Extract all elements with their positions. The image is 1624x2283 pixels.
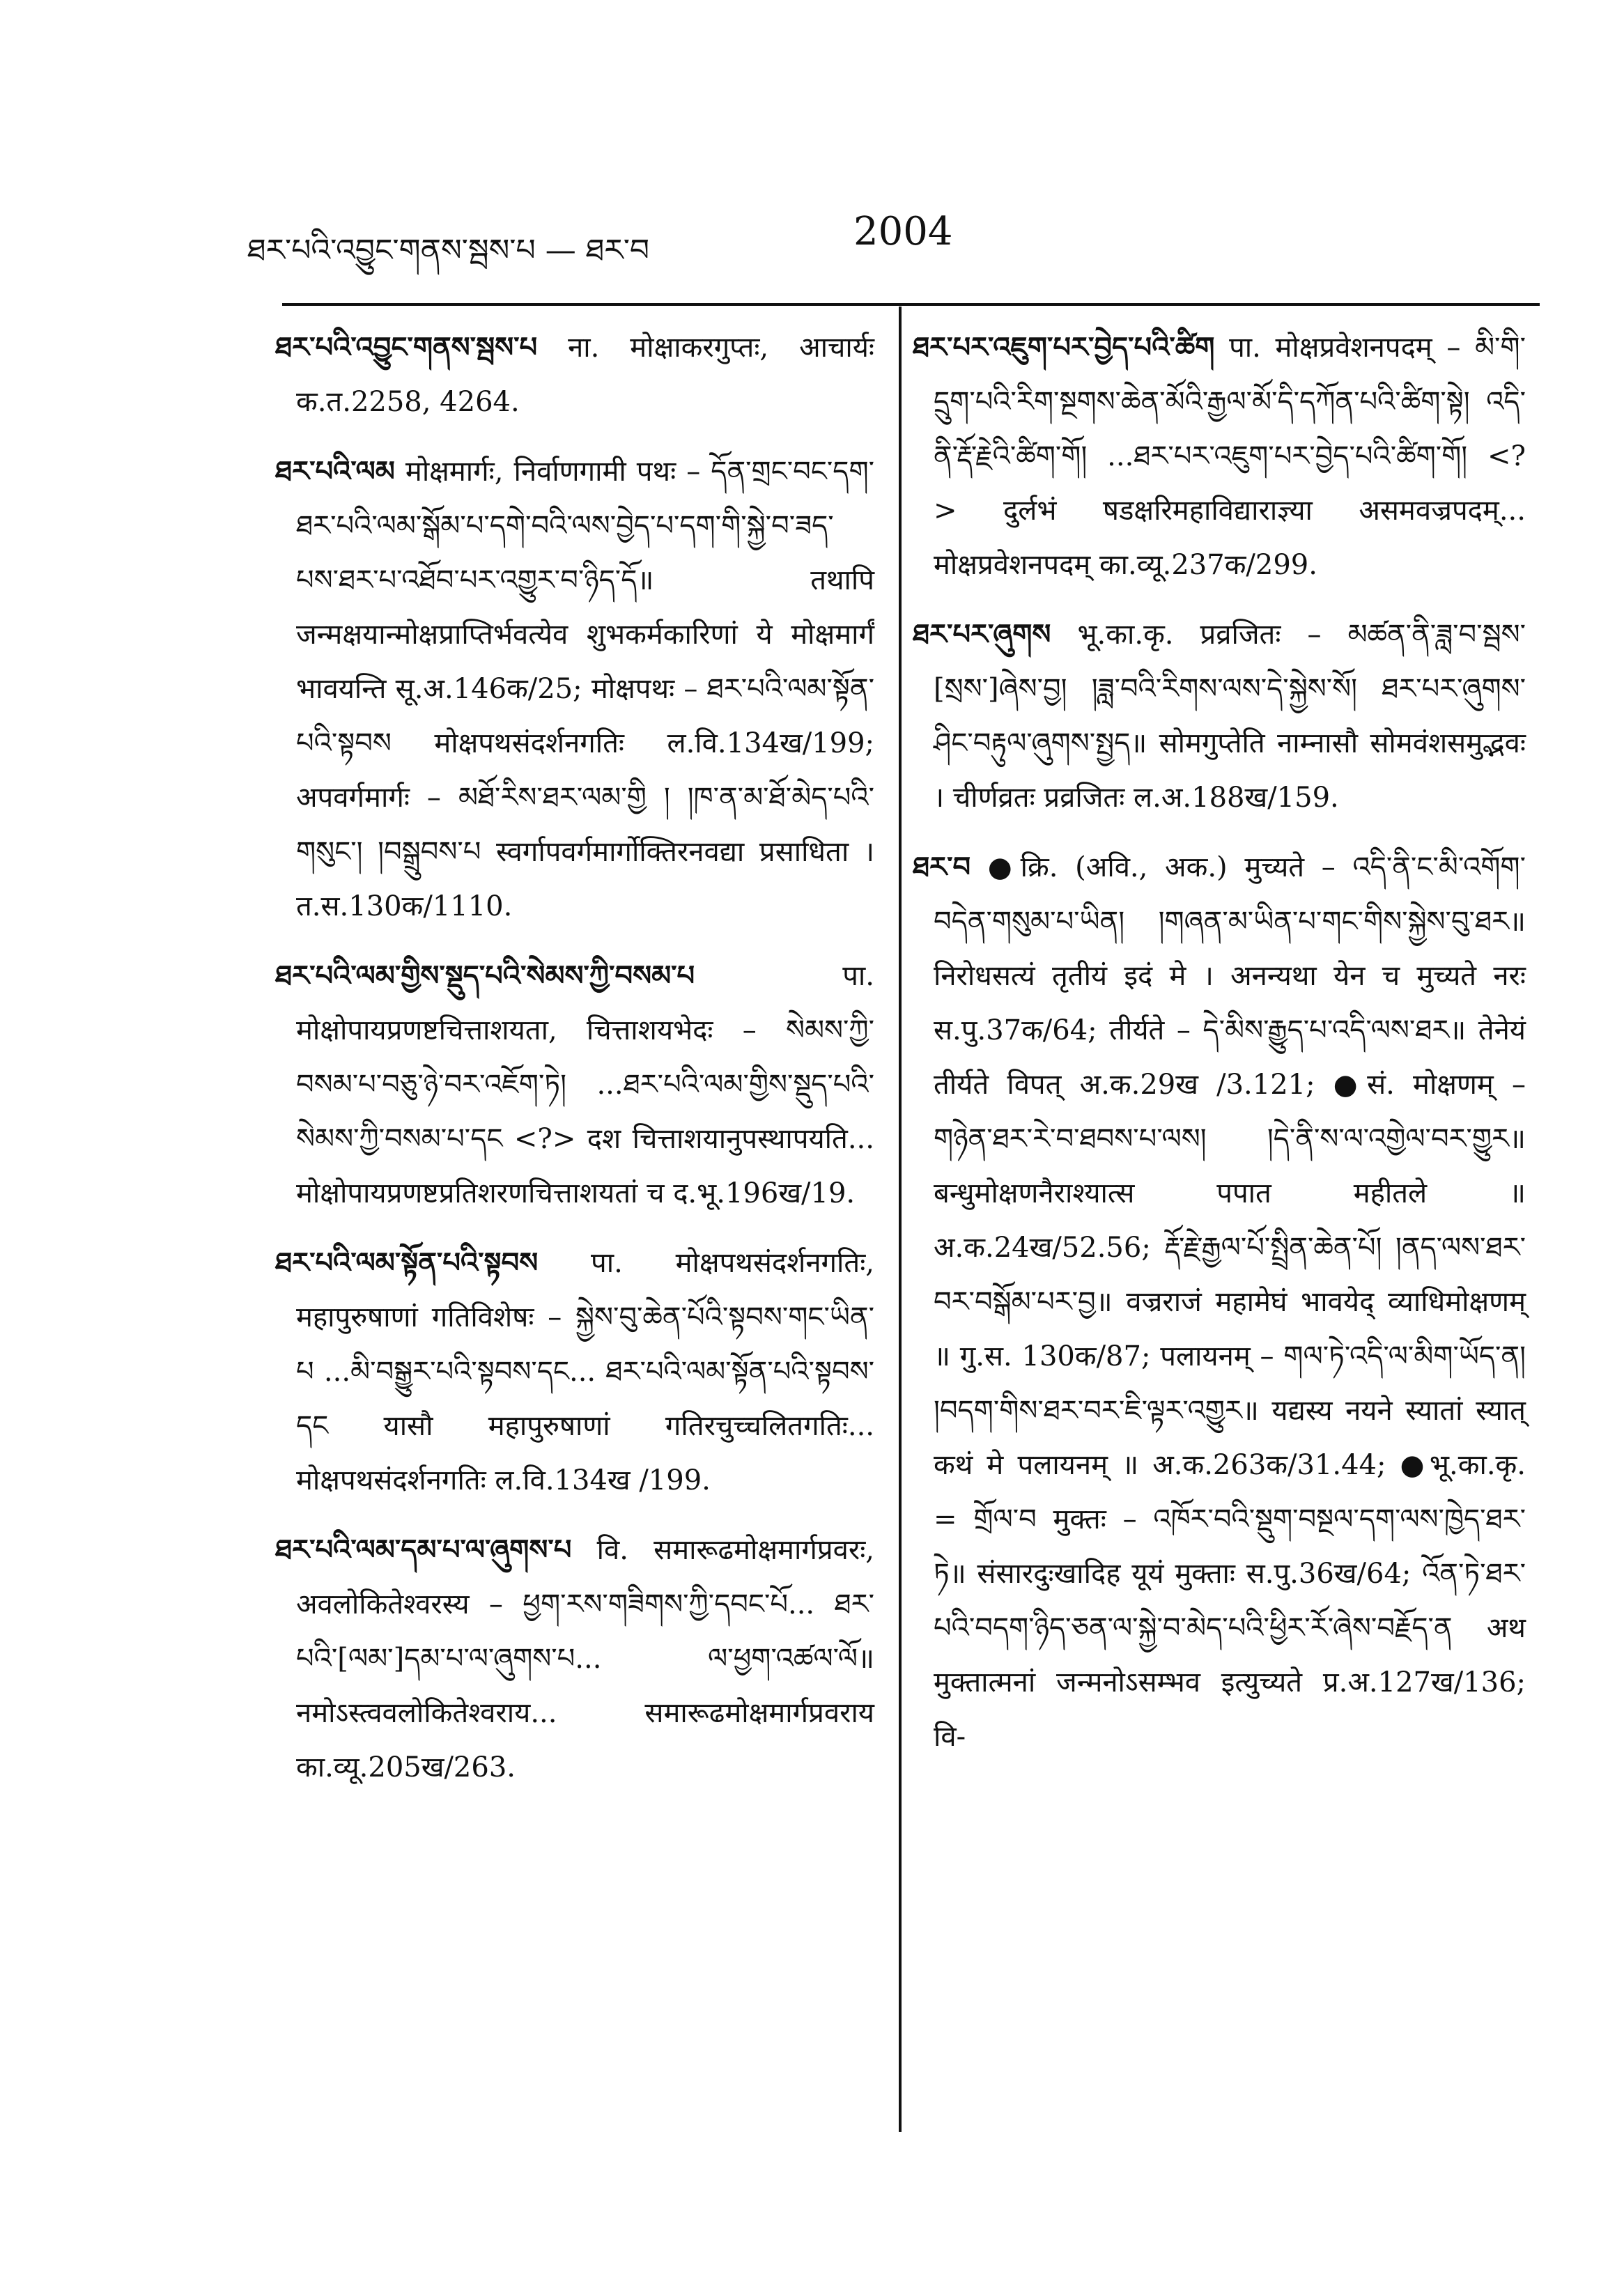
dictionary-entry [275,320,874,429]
dictionary-entry [275,949,874,1221]
left-column [275,320,874,1810]
entry-headword: ཐར་པའི་ལམ་གྱིས་སྡུད་པའི་སེམས་ཀྱི་བསམ་པ [275,959,695,992]
entry-text: पा. मोक्षप्रवेशनपदम् – མི་གི་དྲུག་པའི་རིག་སྔགས་ཆེན་མོའི་རྒྱལ་མོ་དི་དཀོན་པའི་ཚིག་སྟེ། འདི་ནི་རྡོ་རྗེའི་ཚིག་གོ། ...ཐར་པར་འཇུག་པར་བྱེད་པའི་ཚིག་གོ། <?> दुर्लभं षडक्षरिमहाविद्याराज्ञ्या असमवज्रपदम्... मोक्षप्रवेशनपदम् का.व्यू.237क/299. [934,332,1526,581]
entry-text: भू.का.कृ. प्रव्रजितः – མཚན་ནི་ཟླ་བ་སྦས་[སྲས་]ཞེས་བྱ། །ཟླ་བའི་རིགས་ལས་དེ་སྐྱེས་སོ། ཐར་པར་ཞུགས་ཤིང་བརྟུལ་ཞུགས་སྤྱད॥ सोमगुप्तेति नाम्नासौ सोमवंशसमुद्भवः । चीर्णव्रतः प्रव्रजितः ल.अ.188ख/159. [934,619,1526,814]
entry-text: ●क्रि. (अवि., अक.) मुच्यते – འདི་ནི་ང་མི་འགོག་བདེན་གསུམ་པ་ཡིན། །གཞན་མ་ཡིན་པ་གང་གིས་སྐྱེས་བུ་ཐར॥ निरोधसत्यं तृतीयं इदं मे । अनन्यथा येन च मुच्यते नरः स.पु.37क/64; तीर्यते – དེ་མིས་རྒྱུད་པ་འདི་ལས་ཐར॥ तेनेयं तीर्यते विपत् अ.क.29ख /3.121; ●सं. मोक्षणम् – གཉེན་ཐར་རེ་བ་ཐབས་པ་ལས། །དེ་ནི་ས་ལ་འགྱེལ་བར་གྱུར॥ बन्धुमोक्षणनैराश्यात्स पपात महीतले ॥ अ.क.24ख/52.56; རྡོ་རྗེ་རྒྱལ་པོ་སྤྲིན་ཆེན་པོ། །ནད་ལས་ཐར་བར་བསྒོམ་པར་བྱ॥ वज्रराजं महामेघं भावयेद् व्याधिमोक्षणम् ॥ गु.स. 130क/87; पलायनम् – གལ་ཏེ་འདི་ལ་མིག་ཡོད་ན། །བདག་གིས་ཐར་བར་ཇི་ལྟར་འགྱུར॥ यद्यस्य नयने स्यातां स्यात् कथं मे पलायनम् ॥ अ.क.263क/31.44; ●भू.का.कृ. = གྲོལ་བ मुक्तः – འཁོར་བའི་སྡུག་བསྔལ་དག་ལས་ཁྱེད་ཐར་ཏེ॥ संसारदुःखादिह यूयं मुक्ताः स.पु.36ख/64; འོན་ཏེ་ཐར་པའི་བདག་ཉིད་ཅན་ལ་སྐྱེ་བ་མེད་པའི་ཕྱིར་རོ་ཞེས་བརྗོད་ན अथ मुक्तात्मनां जन्मनोऽसम्भव इत्युच्यते प्र.अ.127ख/136; वि- [934,851,1526,1753]
entry-text: वि. समारूढमोक्षमार्गप्रवरः, अवलोकितेश्वरस्य – ཕྱག་རས་གཟིགས་ཀྱི་དབང་པོ... ཐར་པའི་[ལམ་]དམ་པ་ལ་ཞུགས་པ... ལ་ཕྱག་འཚལ་ལོ॥ नमोऽस्त्ववलोकितेश्वराय... समारूढमोक्षमार्गप्रवराय का.व्यू.205ख/263. [296,1534,874,1783]
entry-headword: ཐར་པའི་ལམ་དམ་པ་ལ་ཞུགས་པ [275,1533,572,1566]
entry-headword: ཐར་པར་འཇུག་པར་བྱེད་པའི་ཚིག [913,331,1215,364]
right-column [913,320,1526,1779]
page-number: 2004 [853,209,953,254]
entry-headword: ཐར་པའི་འབྱུང་གནས་སྦས་པ [275,331,538,364]
running-head: ཐར་པའི་འབྱུང་གནས་སྦས་པ — ཐར་བ [247,233,650,268]
entry-headword: ཐར་པའི་ལམ་སྟོན་པའི་སྟབས [275,1246,539,1279]
dictionary-entry [275,1236,874,1508]
column-divider [899,307,902,2132]
dictionary-entry [275,1523,874,1795]
dictionary-entry [913,840,1526,1764]
entry-text: पा. मोक्षोपायप्रणष्टचित्ताशयता, चित्ताशयभेदः – སེམས་ཀྱི་བསམ་པ་བཅུ་ཉེ་བར་འཇོག་ཏེ། ...ཐར་པའི་ལམ་གྱིས་སྡུད་པའི་སེམས་ཀྱི་བསམ་པ་དང <?> दश चित्ताशयानुपस्थापयति... मोक्षोपायप्रणष्टप्रतिशरणचित्ताशयतां च द.भू.196ख/19. [296,960,874,1209]
running-header [247,209,1501,268]
dictionary-entry [913,320,1526,592]
entry-headword: ཐར་བ [913,851,971,883]
dictionary-entry [275,444,874,934]
entry-headword: ཐར་པར་ཞུགས [913,618,1051,651]
entry-text: मोक्षमार्गः, निर्वाणगामी पथः – དོན་གྲང་བང་དག་ཐར་པའི་ལམ་སྒོམ་པ་དགེ་བའི་ལས་བྱེད་པ་དག་གི་སྐྱེ་བ་ཟད་པས་ཐར་པ་འཐོབ་པར་འགྱུར་བ་ཉིད་དོ॥ तथापि जन्मक्षयान्मोक्षप्राप्तिर्भवत्येव शुभकर्मकारिणां ये मोक्षमार्गं भावयन्ति सू.अ.146क/25; मोक्षपथः – ཐར་པའི་ལམ་སྟོན་པའི་སྟབས मोक्षपथसंदर्शनगतिः ल.वि.134ख/199; अपवर्गमार्गः – མཐོ་རིས་ཐར་ལམ་གྱི ། །ཁ་ན་མ་ཐོ་མེད་པའི་གསུང་། །བསྒྲུབས་པ स्वर्गापवर्गमार्गोक्तिरनवद्या प्रसाधिता । त.स.130क/1110. [296,456,875,922]
dictionary-entry [913,607,1526,825]
header-rule [282,303,1540,306]
entry-headword: ཐར་པའི་ལམ [275,455,395,488]
entry-text: ना. मोक्षाकरगुप्तः, आचार्यः क.त.2258, 4264. [296,332,874,418]
entry-text: पा. मोक्षपथसंदर्शनगतिः, महापुरुषाणां गतिविशेषः – སྐྱེས་བུ་ཆེན་པོའི་སྟབས་གང་ཡིན་པ ...མི་བསྒྱུར་པའི་སྟབས་དང... ཐར་པའི་ལམ་སྟོན་པའི་སྟབས་དང यासौ महापुरुषाणां गतिरचुच्चलितगतिः... मोक्षपथसंदर्शनगतिः ल.वि.134ख /199. [296,1247,875,1496]
